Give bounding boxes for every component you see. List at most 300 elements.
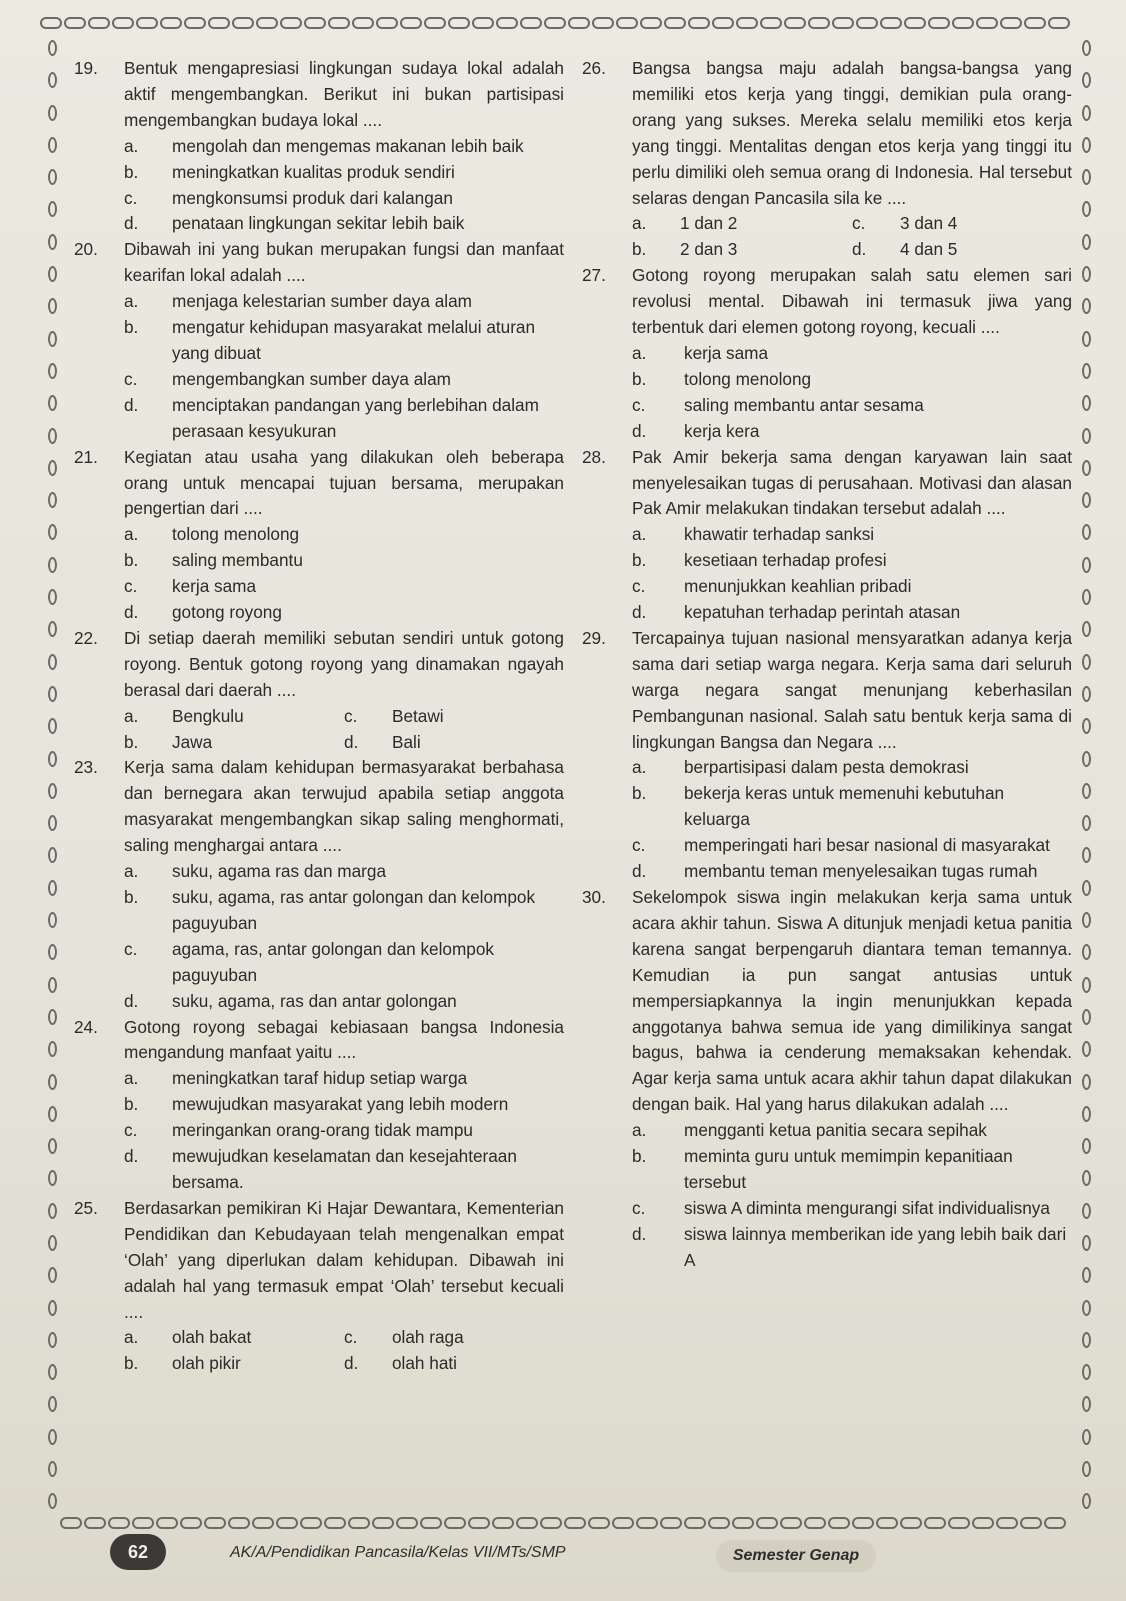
option-text: 2 dan 3 bbox=[680, 239, 738, 260]
chain-link bbox=[616, 17, 638, 29]
spiral-ring bbox=[1082, 524, 1091, 540]
chain-link bbox=[372, 1517, 394, 1529]
chain-link bbox=[376, 17, 398, 29]
question-number: 26. bbox=[582, 58, 606, 78]
chain-link bbox=[1044, 1517, 1066, 1529]
option-letter: b. bbox=[124, 1094, 139, 1115]
option-letter: b. bbox=[124, 550, 139, 571]
spiral-ring bbox=[1082, 1235, 1091, 1251]
answer-option bbox=[344, 704, 564, 730]
option-text: suku, agama, ras dan antar golongan bbox=[172, 990, 457, 1011]
option-letter: a. bbox=[124, 705, 139, 726]
chain-link bbox=[516, 1517, 538, 1529]
spiral-ring bbox=[1082, 266, 1091, 282]
chain-link bbox=[972, 1517, 994, 1529]
chain-link bbox=[756, 1517, 778, 1529]
option-letter: a. bbox=[124, 291, 139, 312]
chain-link bbox=[592, 17, 614, 29]
chain-link bbox=[876, 1517, 898, 1529]
question-item bbox=[582, 885, 1072, 1118]
spiral-ring bbox=[48, 589, 57, 605]
answer-option bbox=[124, 315, 564, 367]
answer-option bbox=[124, 211, 564, 237]
spiral-ring bbox=[1082, 201, 1091, 217]
option-letter: a. bbox=[632, 757, 647, 778]
spiral-ring bbox=[48, 1074, 57, 1090]
answer-option bbox=[344, 1325, 564, 1351]
option-letter: c. bbox=[632, 394, 646, 415]
question-item bbox=[582, 263, 1072, 341]
answer-option bbox=[124, 600, 564, 626]
spiral-chain-top bbox=[40, 14, 1080, 32]
option-letter: c. bbox=[124, 368, 138, 389]
spiral-chain-bottom bbox=[60, 1514, 1070, 1532]
chain-link bbox=[904, 17, 926, 29]
option-letter: b. bbox=[632, 368, 647, 389]
answer-option bbox=[124, 574, 564, 600]
option-text: 4 dan 5 bbox=[900, 239, 958, 260]
option-text: tolong menolong bbox=[172, 524, 300, 545]
chain-link bbox=[304, 17, 326, 29]
question-item bbox=[582, 56, 1072, 211]
answer-option bbox=[632, 522, 1072, 548]
spiral-ring bbox=[48, 331, 57, 347]
option-letter: b. bbox=[632, 783, 647, 804]
question-number: 28. bbox=[582, 446, 606, 467]
spiral-ring bbox=[1082, 1009, 1091, 1025]
option-text: agama, ras, antar golongan dan kelompok paguyuban bbox=[172, 938, 494, 985]
answer-option-row bbox=[124, 730, 564, 756]
chain-link bbox=[880, 17, 902, 29]
option-letter: c. bbox=[632, 576, 646, 597]
option-text: menunjukkan keahlian pribadi bbox=[684, 576, 912, 597]
question-number: 29. bbox=[582, 627, 606, 648]
answer-option bbox=[344, 730, 564, 756]
chain-link bbox=[132, 1517, 154, 1529]
question-stem: Dibawah ini yang bukan merupakan fungsi dan manfaat kearifan lokal adalah .... bbox=[124, 239, 564, 286]
chain-link bbox=[280, 17, 302, 29]
spiral-ring bbox=[1082, 169, 1091, 185]
question-item bbox=[74, 755, 564, 859]
option-letter: c. bbox=[632, 1197, 646, 1218]
answer-option bbox=[632, 833, 1072, 859]
answer-option bbox=[632, 1196, 1072, 1222]
option-letter: b. bbox=[632, 239, 647, 260]
question-stem: Sekelompok siswa ingin melakukan kerja sama untuk acara akhir tahun. Siswa A ditunjuk menjadi ketua panitia karena sangat berpengaruh diantara teman temannya. Kemudian ia pun sangat antusias untuk mempersiapkannya la ingin menunjukkan kepada anggotanya bahwa semua ide yang dimilikinya sangat bagus, bahwa ia cenderung memaksakan kehendak. Agar kerja sama untuk acara akhir tahun dapat dilakukan dengan baik. Hal yang harus dilakukan adalah .... bbox=[632, 887, 1072, 1115]
spiral-ring bbox=[48, 395, 57, 411]
spiral-ring bbox=[1082, 331, 1091, 347]
chain-link bbox=[448, 17, 470, 29]
answer-option bbox=[632, 341, 1072, 367]
spiral-ring bbox=[1082, 880, 1091, 896]
spiral-ring bbox=[48, 1138, 57, 1154]
spiral-ring bbox=[1082, 363, 1091, 379]
chain-link bbox=[660, 1517, 682, 1529]
spiral-ring bbox=[48, 40, 57, 56]
question-number: 27. bbox=[582, 265, 606, 286]
question-item bbox=[74, 626, 564, 704]
answer-option bbox=[124, 1118, 564, 1144]
spiral-ring bbox=[48, 492, 57, 508]
spiral-ring bbox=[48, 298, 57, 314]
spiral-ring bbox=[48, 815, 57, 831]
option-text: saling membantu bbox=[172, 550, 303, 571]
spiral-ring bbox=[1082, 428, 1091, 444]
option-letter: d. bbox=[632, 420, 647, 441]
spiral-ring bbox=[1082, 1203, 1091, 1219]
answer-option bbox=[344, 1351, 564, 1377]
answer-option bbox=[124, 859, 564, 885]
chain-link bbox=[496, 17, 518, 29]
chain-link bbox=[1048, 17, 1070, 29]
spiral-ring bbox=[1082, 234, 1091, 250]
spiral-ring bbox=[1082, 977, 1091, 993]
chain-link bbox=[1020, 1517, 1042, 1529]
question-item bbox=[74, 237, 564, 289]
spiral-ring bbox=[1082, 1106, 1091, 1122]
option-text: meningkatkan taraf hidup setiap warga bbox=[172, 1068, 468, 1089]
spiral-ring bbox=[1082, 751, 1091, 767]
question-item bbox=[74, 1196, 564, 1326]
answer-option-row bbox=[632, 237, 1072, 263]
question-number: 21. bbox=[74, 446, 98, 467]
spiral-ring bbox=[48, 1396, 57, 1412]
option-letter: b. bbox=[124, 731, 139, 752]
chain-link bbox=[1024, 17, 1046, 29]
option-letter: a. bbox=[632, 1120, 647, 1141]
chain-link bbox=[396, 1517, 418, 1529]
spiral-ring bbox=[48, 169, 57, 185]
option-text: menjaga kelestarian sumber daya alam bbox=[172, 291, 472, 312]
option-letter: d. bbox=[632, 1223, 647, 1244]
left-column bbox=[74, 56, 564, 1377]
chain-link bbox=[568, 17, 590, 29]
spiral-ring bbox=[1082, 1461, 1091, 1477]
spiral-ring bbox=[1082, 912, 1091, 928]
option-text: Betawi bbox=[392, 705, 444, 726]
chain-link bbox=[228, 1517, 250, 1529]
option-text: suku, agama, ras antar golongan dan kelompok paguyuban bbox=[172, 887, 536, 933]
spiral-ring bbox=[48, 751, 57, 767]
question-stem: Bentuk mengapresiasi lingkungan sudaya lokal adalah aktif mengembangkan. Berikut ini bukan partisipasi mengembangkan budaya lokal .... bbox=[124, 58, 564, 130]
option-text: bekerja keras untuk memenuhi kebutuhan keluarga bbox=[684, 783, 1005, 830]
chain-link bbox=[588, 1517, 610, 1529]
chain-link bbox=[996, 1517, 1018, 1529]
chain-link bbox=[136, 17, 158, 29]
question-number: 20. bbox=[74, 239, 98, 260]
option-text: Jawa bbox=[172, 731, 213, 752]
answer-option bbox=[632, 367, 1072, 393]
chain-link bbox=[736, 17, 758, 29]
spiral-ring bbox=[1082, 1074, 1091, 1090]
option-text: olah hati bbox=[392, 1353, 457, 1374]
chain-link bbox=[472, 17, 494, 29]
option-letter: b. bbox=[632, 1146, 647, 1167]
spiral-ring bbox=[48, 1461, 57, 1477]
answer-option bbox=[632, 237, 852, 263]
option-text: mengembangkan sumber daya alam bbox=[172, 368, 451, 389]
option-letter: c. bbox=[124, 187, 138, 208]
question-item bbox=[74, 445, 564, 523]
answer-option bbox=[632, 600, 1072, 626]
answer-option bbox=[124, 704, 344, 730]
chain-link bbox=[856, 17, 878, 29]
spiral-ring bbox=[1082, 1364, 1091, 1380]
question-stem: Berdasarkan pemikiran Ki Hajar Dewantara, Kementerian Pendidikan dan Kebudayaan telah mengenalkan empat ‘Olah’ yang diperlukan dalam kehidupan. Dibawah ini adalah hal yang termasuk empat ‘Olah’ tersebut kecuali .... bbox=[124, 1197, 564, 1322]
option-letter: d. bbox=[124, 1146, 139, 1167]
option-letter: c. bbox=[124, 1120, 138, 1141]
option-text: kepatuhan terhadap perintah atasan bbox=[684, 602, 961, 623]
question-number: 22. bbox=[74, 627, 98, 648]
question-stem: Kegiatan atau usaha yang dilakukan oleh beberapa orang untuk mencapai tujuan bersama, merupakan pengertian dari .... bbox=[124, 446, 564, 519]
chain-link bbox=[324, 1517, 346, 1529]
chain-link bbox=[400, 17, 422, 29]
answer-option bbox=[632, 1144, 1072, 1196]
answer-option bbox=[632, 211, 852, 237]
chain-link bbox=[60, 1517, 82, 1529]
option-text: mengkonsumsi produk dari kalangan bbox=[172, 187, 453, 208]
chain-link bbox=[204, 1517, 226, 1529]
spiral-ring bbox=[48, 944, 57, 960]
chain-link bbox=[208, 17, 230, 29]
chain-link bbox=[64, 17, 86, 29]
chain-link bbox=[540, 1517, 562, 1529]
answer-option bbox=[124, 730, 344, 756]
answer-option bbox=[632, 393, 1072, 419]
spiral-ring bbox=[48, 1364, 57, 1380]
page-footer bbox=[0, 1534, 1126, 1594]
spiral-ring bbox=[48, 718, 57, 734]
option-text: saling membantu antar sesama bbox=[684, 394, 924, 415]
answer-option bbox=[124, 885, 564, 937]
book-info: AK/A/Pendidikan Pancasila/Kelas VII/MTs/SMP bbox=[230, 1544, 566, 1561]
chain-link bbox=[160, 17, 182, 29]
option-text: mewujudkan keselamatan dan kesejahteraan bersama. bbox=[172, 1146, 517, 1192]
chain-link bbox=[636, 1517, 658, 1529]
spiral-ring bbox=[1082, 718, 1091, 734]
answer-option bbox=[124, 989, 564, 1015]
option-letter: a. bbox=[124, 135, 139, 156]
spiral-ring bbox=[48, 1203, 57, 1219]
chain-link bbox=[808, 17, 830, 29]
chain-link bbox=[684, 1517, 706, 1529]
spiral-ring bbox=[48, 234, 57, 250]
option-text: mengganti ketua panitia secara sepihak bbox=[684, 1120, 987, 1141]
chain-link bbox=[300, 1517, 322, 1529]
question-number: 19. bbox=[74, 58, 98, 78]
option-letter: a. bbox=[124, 1068, 139, 1089]
answer-option-row bbox=[632, 211, 1072, 237]
chain-link bbox=[952, 17, 974, 29]
spiral-ring bbox=[1082, 1429, 1091, 1445]
spiral-ring bbox=[48, 783, 57, 799]
option-letter: c. bbox=[344, 705, 358, 726]
spiral-ring bbox=[1082, 492, 1091, 508]
spiral-ring bbox=[48, 1009, 57, 1025]
option-letter: d. bbox=[344, 1353, 359, 1374]
question-number: 23. bbox=[74, 757, 98, 778]
chain-link bbox=[784, 17, 806, 29]
answer-option bbox=[632, 781, 1072, 833]
answer-option bbox=[124, 393, 564, 445]
option-letter: d. bbox=[632, 861, 647, 882]
answer-option bbox=[124, 289, 564, 315]
spiral-ring bbox=[48, 1267, 57, 1283]
chain-link bbox=[832, 17, 854, 29]
chain-link bbox=[112, 17, 134, 29]
answer-option-row bbox=[124, 704, 564, 730]
chain-link bbox=[180, 1517, 202, 1529]
spiral-ring bbox=[1082, 654, 1091, 670]
option-letter: c. bbox=[124, 576, 138, 597]
spiral-ring bbox=[48, 621, 57, 637]
spiral-ring bbox=[48, 428, 57, 444]
chain-link bbox=[760, 17, 782, 29]
chain-link bbox=[444, 1517, 466, 1529]
question-item bbox=[582, 626, 1072, 756]
spiral-ring bbox=[1082, 847, 1091, 863]
option-text: kerja sama bbox=[684, 342, 769, 363]
question-stem: Gotong royong sebagai kebiasaan bangsa Indonesia mengandung manfaat yaitu .... bbox=[124, 1016, 564, 1063]
spiral-ring bbox=[1082, 557, 1091, 573]
spiral-ring bbox=[1082, 40, 1091, 56]
spiral-ring bbox=[48, 654, 57, 670]
chain-link bbox=[852, 1517, 874, 1529]
spiral-ring bbox=[48, 847, 57, 863]
option-letter: d. bbox=[632, 602, 647, 623]
chain-link bbox=[252, 1517, 274, 1529]
answer-option bbox=[632, 1222, 1072, 1274]
chain-link bbox=[424, 17, 446, 29]
option-letter: d. bbox=[852, 239, 867, 260]
option-text: olah raga bbox=[392, 1327, 464, 1348]
option-text: olah pikir bbox=[172, 1353, 241, 1374]
spiral-ring bbox=[1082, 1396, 1091, 1412]
answer-option-row bbox=[124, 1325, 564, 1351]
spiral-ring bbox=[1082, 460, 1091, 476]
option-letter: b. bbox=[632, 550, 647, 571]
answer-option bbox=[632, 419, 1072, 445]
option-text: siswa A diminta mengurangi sifat individualisnya bbox=[684, 1197, 1050, 1218]
spiral-ring bbox=[48, 1041, 57, 1057]
question-item bbox=[582, 445, 1072, 523]
page-number: 62 bbox=[110, 1534, 166, 1570]
chain-link bbox=[564, 1517, 586, 1529]
spiral-ring bbox=[1082, 298, 1091, 314]
option-text: olah bakat bbox=[172, 1327, 252, 1348]
option-text: 3 dan 4 bbox=[900, 213, 958, 234]
answer-option bbox=[124, 160, 564, 186]
spiral-ring bbox=[48, 686, 57, 702]
option-letter: c. bbox=[344, 1327, 358, 1348]
spiral-ring bbox=[1082, 944, 1091, 960]
option-text: 1 dan 2 bbox=[680, 213, 738, 234]
right-column bbox=[582, 56, 1072, 1274]
option-text: penataan lingkungan sekitar lebih baik bbox=[172, 213, 465, 234]
chain-link bbox=[664, 17, 686, 29]
spiral-ring bbox=[48, 977, 57, 993]
chain-link bbox=[84, 1517, 106, 1529]
question-stem: Pak Amir bekerja sama dengan karyawan lain saat menyelesaikan tugas di perusahaan. Motivasi dan alasan Pak Amir melakukan tindakan tersebut adalah .... bbox=[632, 446, 1072, 519]
chain-link bbox=[900, 1517, 922, 1529]
spiral-ring bbox=[48, 72, 57, 88]
spiral-ring bbox=[48, 1300, 57, 1316]
spiral-ring bbox=[1082, 1170, 1091, 1186]
option-letter: c. bbox=[632, 835, 646, 856]
option-text: mengolah dan mengemas makanan lebih baik bbox=[172, 135, 524, 156]
spiral-ring bbox=[1082, 589, 1091, 605]
option-letter: a. bbox=[124, 861, 139, 882]
option-text: kerja kera bbox=[684, 420, 760, 441]
chain-link bbox=[612, 1517, 634, 1529]
option-letter: b. bbox=[124, 887, 139, 907]
option-letter: d. bbox=[124, 602, 139, 623]
option-text: mengatur kehidupan masyarakat melalui aturan yang dibuat bbox=[172, 317, 536, 363]
option-letter: c. bbox=[124, 938, 138, 959]
spiral-ring bbox=[48, 1429, 57, 1445]
option-text: Bali bbox=[392, 731, 421, 752]
option-letter: a. bbox=[124, 1327, 139, 1348]
option-text: meningkatkan kualitas produk sendiri bbox=[172, 161, 455, 182]
chain-link bbox=[468, 1517, 490, 1529]
answer-option bbox=[124, 1144, 564, 1196]
option-text: khawatir terhadap sanksi bbox=[684, 524, 875, 545]
question-stem: Kerja sama dalam kehidupan bermasyarakat berbahasa dan bernegara akan terwujud apabila setiap anggota masyarakat mengembangkan sikap saling menghormati, saling menghargai antara .... bbox=[124, 757, 564, 856]
chain-link bbox=[948, 1517, 970, 1529]
option-text: memperingati hari besar nasional di masyarakat bbox=[684, 835, 1050, 856]
spiral-ring bbox=[1082, 1041, 1091, 1057]
spiral-ring bbox=[48, 201, 57, 217]
option-letter: d. bbox=[124, 394, 139, 415]
option-letter: a. bbox=[632, 213, 647, 234]
option-letter: d. bbox=[124, 213, 139, 234]
option-text: membantu teman menyelesaikan tugas rumah bbox=[684, 861, 1038, 882]
spiral-ring bbox=[1082, 395, 1091, 411]
option-text: meringankan orang-orang tidak mampu bbox=[172, 1120, 473, 1141]
chain-link bbox=[276, 1517, 298, 1529]
option-text: meminta guru untuk memimpin kepanitiaan tersebut bbox=[684, 1146, 1013, 1192]
answer-option bbox=[124, 937, 564, 989]
spiral-ring bbox=[1082, 1300, 1091, 1316]
spiral-ring bbox=[1082, 72, 1091, 88]
chain-link bbox=[828, 1517, 850, 1529]
chain-link bbox=[232, 17, 254, 29]
answer-option bbox=[124, 367, 564, 393]
spiral-ring bbox=[1082, 137, 1091, 153]
spiral-ring bbox=[48, 1332, 57, 1348]
question-stem: Gotong royong merupakan salah satu elemen sari revolusi mental. Dibawah ini termasuk jiwa yang terbentuk dari elemen gotong royong, kecuali .... bbox=[632, 265, 1072, 338]
question-stem: Tercapainya tujuan nasional mensyaratkan adanya kerja sama dari setiap warga negara. Kerja sama dari seluruh warga negara sangat menunjang keberhasilan Pembangunan nasional. Salah satu bentuk kerja sama di lingkungan Bangsa dan Negara .... bbox=[632, 627, 1072, 752]
chain-link bbox=[976, 17, 998, 29]
spiral-ring bbox=[1082, 1332, 1091, 1348]
spiral-ring bbox=[48, 1106, 57, 1122]
chain-link bbox=[640, 17, 662, 29]
question-item bbox=[74, 56, 564, 134]
option-letter: b. bbox=[124, 161, 139, 182]
option-letter: a. bbox=[632, 524, 647, 545]
spiral-rings-left bbox=[48, 40, 66, 1510]
chain-link bbox=[256, 17, 278, 29]
spiral-ring bbox=[1082, 1493, 1091, 1509]
option-text: gotong royong bbox=[172, 602, 282, 623]
chain-link bbox=[712, 17, 734, 29]
spiral-ring bbox=[48, 880, 57, 896]
option-text: siswa lainnya memberikan ide yang lebih baik dari A bbox=[684, 1223, 1067, 1270]
answer-option bbox=[632, 548, 1072, 574]
question-number: 25. bbox=[74, 1197, 98, 1218]
answer-option bbox=[632, 859, 1072, 885]
option-text: kerja sama bbox=[172, 576, 257, 597]
